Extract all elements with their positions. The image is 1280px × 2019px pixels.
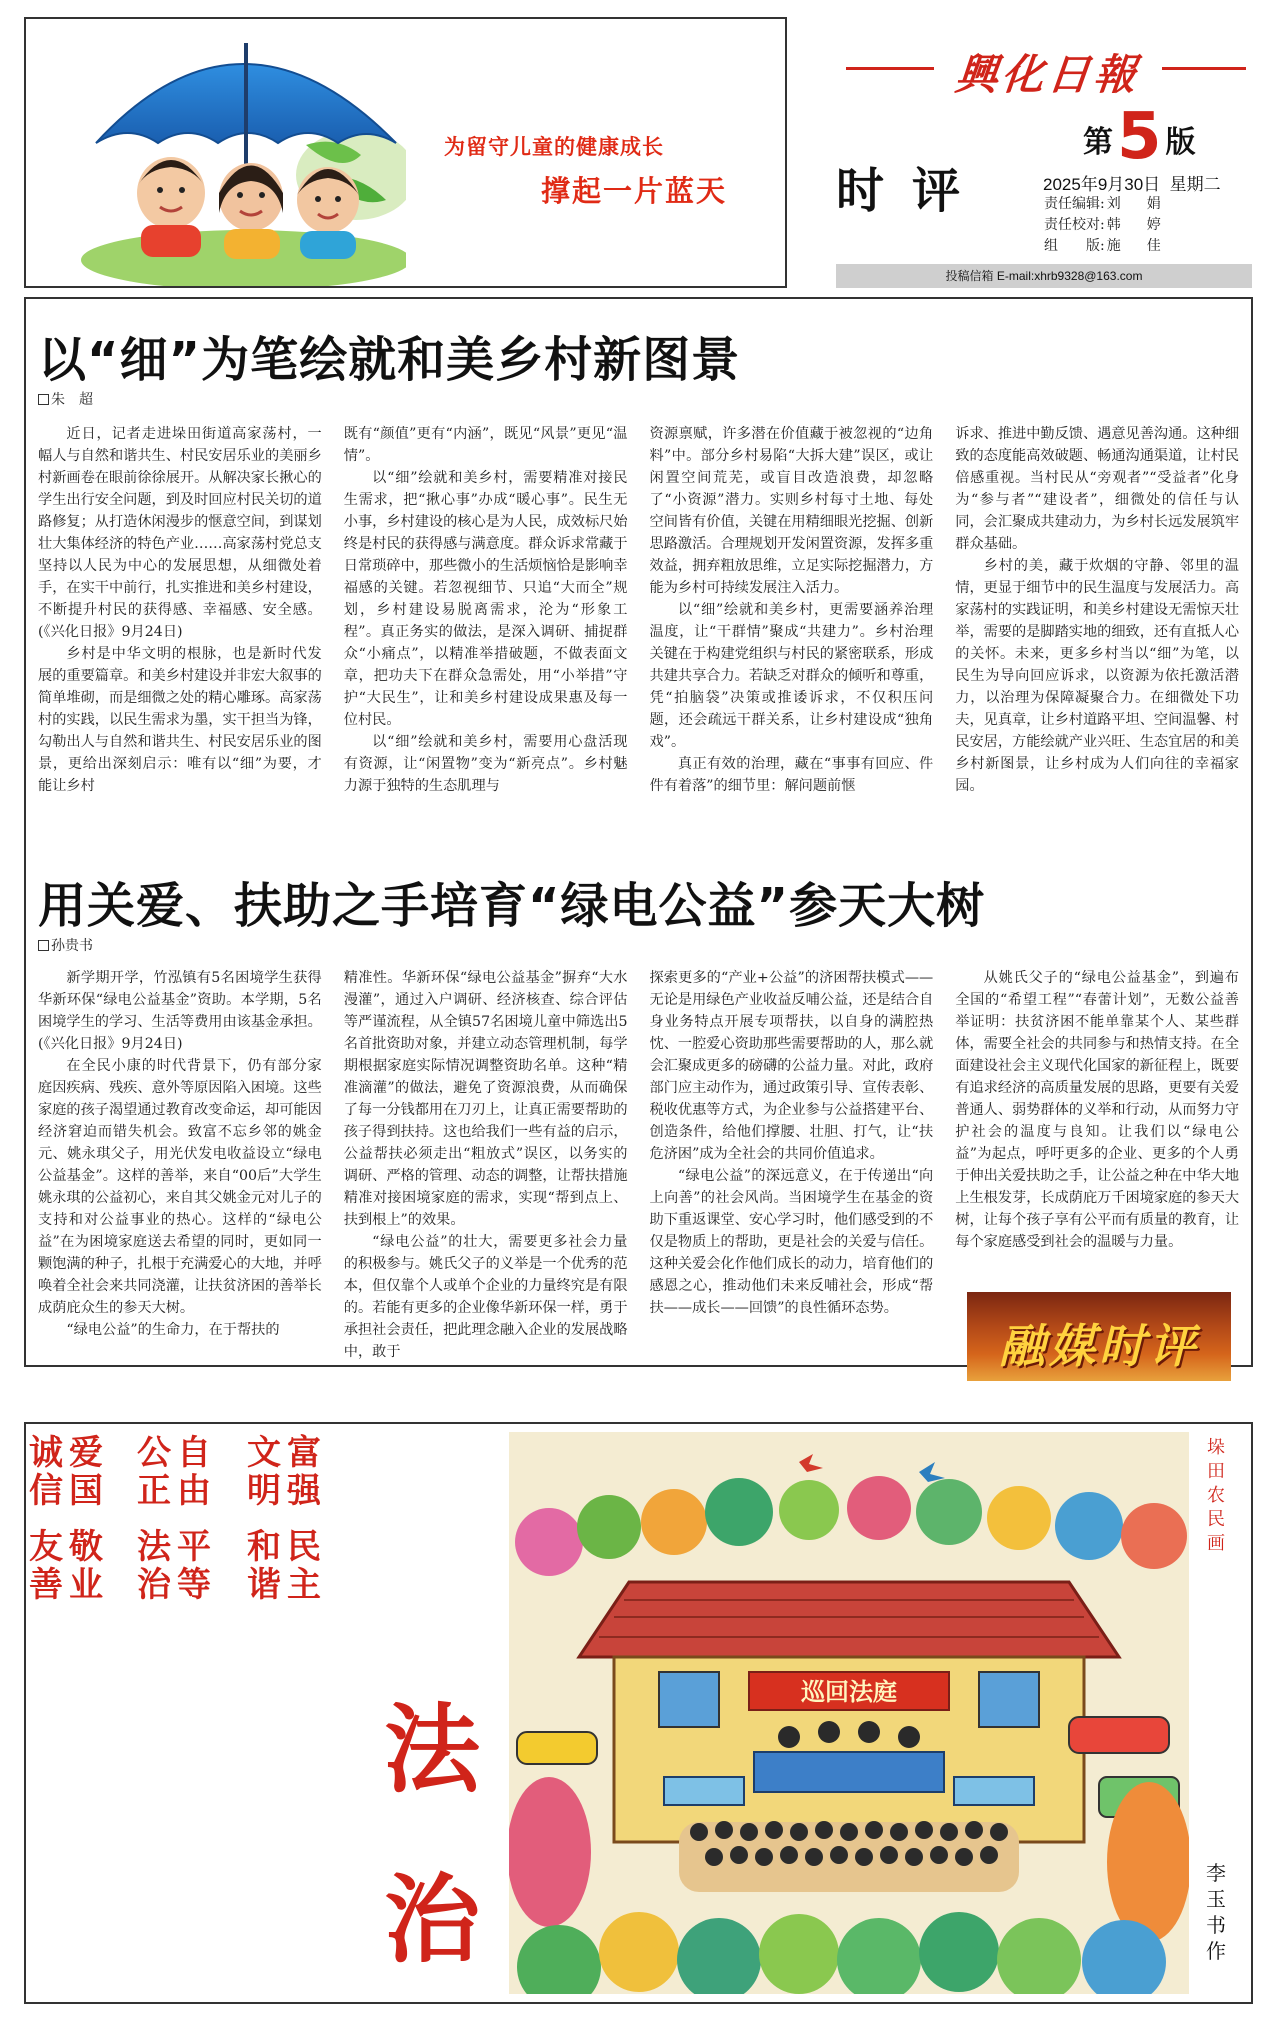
article1-headline: 以“细”为笔绘就和美乡村新图景 bbox=[38, 332, 741, 388]
paragraph: 乡村的美，藏于炊烟的守静、邻里的温情，更显于细节中的民生温度与发展活力。高家荡村的实践证明，和美乡村建设无需惊天壮举，需要的是脚踏实地的细致，还有直抵人心的关怀。未来，更多乡村当以“细”为笔，以民生为导向回应诉求，以资源为依托激活潜力，以治理为保障凝聚合力。在细微处下功夫，见真章，让乡村道路平坦、空间温馨、村民安居，方能绘就产业兴旺、生态宜居的和美乡村新图景，让乡村成为人们向往的幸福家园。 bbox=[955, 558, 1239, 794]
article2-column-4 bbox=[955, 967, 1239, 1275]
media-commentary-logo bbox=[967, 1292, 1231, 1381]
issue-date bbox=[1043, 170, 1221, 195]
painting-banner-text: 巡回法庭 bbox=[801, 1678, 897, 1706]
article1-column-4 bbox=[955, 423, 1239, 811]
paragraph: “绿电公益”的深远意义，在于传递出“向上向善”的社会风尚。当困境学生在基金的资助下重返课堂、安心学习时，他们感受到的不仅是物质上的帮助，更是社会的关爱与信任。这种关爱会化作他们成长的动力，培育他们的感恩之心，推动他们未来反哺社会，形成“帮扶——成长——回馈”的良性循环态势。 bbox=[649, 1168, 934, 1316]
editor-name: 刘 娟 bbox=[1106, 196, 1167, 212]
paragraph: 诉求、推进中勤反馈、遇意见善沟通。这种细致的态度能高效破题、畅通沟通渠道，让村民倍感重视。当村民从“旁观者”“受益者”化身为“参与者”“建设者”，细微处的信任与认同，会汇聚成共建动力，为乡村长远发展筑牢群众基础。 bbox=[955, 426, 1239, 552]
rule-of-law-title-char: 法 bbox=[384, 1693, 480, 1806]
article1-author: 朱 超 bbox=[51, 392, 93, 408]
article2-column-3 bbox=[650, 967, 934, 1361]
core-value: 民主 bbox=[287, 1527, 321, 1605]
byline-box-icon bbox=[38, 940, 49, 951]
masthead-rule-left bbox=[846, 67, 934, 70]
paragraph: 在全民小康的时代背景下，仍有部分家庭因疾病、残疾、意外等原因陷入困境。这些家庭的孩子渴望通过教育改变命运，却可能因经济窘迫而错失机会。致富不忘乡邻的姚金元、姚永琪父子，用光伏发电收益设立“绿电公益基金”。这样的善举，来自“00后”大学生姚永琪的公益初心，来自其父姚金元对儿子的支持和对公益事业的热心。这样的“绿电公益”在为困境家庭送去希望的同时，更如同一颗饱满的种子，扎根于充满爱心的大地，并呼唤着全社会来共同浇灌，让扶贫济困的善举长成荫庇众生的参天大树。 bbox=[38, 1058, 322, 1316]
article1-byline bbox=[38, 389, 93, 409]
editor-name: 施 佳 bbox=[1106, 238, 1167, 254]
article2-byline bbox=[38, 935, 93, 955]
core-value: 平等 bbox=[177, 1527, 211, 1605]
paragraph: “绿电公益”的生命力，在于帮扶的 bbox=[66, 1322, 280, 1338]
article2-column-1 bbox=[38, 967, 322, 1361]
editor-name: 韩 婷 bbox=[1106, 217, 1167, 233]
newspaper-name: 興化日報 bbox=[953, 50, 1143, 99]
paragraph: 以“细”绘就和美乡村，需要用心盘活现有资源，让“闲置物”变为“新亮点”。乡村魅力源于独特的生态肌理与 bbox=[343, 734, 628, 794]
core-value: 敬业 bbox=[69, 1527, 103, 1605]
paragraph: 精准性。华新环保“绿电公益基金”摒弃“大水漫灌”，通过入户调研、经济核查、综合评估等严谨流程，从全镇57名困境儿童中筛选出5名首批资助对象，并建立动态管理机制，每学期根据家庭实际情况调整资助名单。这种“精准滴灌”的做法，避免了资源浪费，从而确保了每一分钱都用在刀刃上，让真正需要帮助的孩子得到扶持。这也给我们一些有益的启示，公益帮扶必须走出“粗放式”误区，以务实的调研、严格的管理、动态的调整，让帮扶措施精准对接困境家庭的需求，实现“帮到点上、扶到根上”的效果。 bbox=[343, 970, 628, 1228]
paragraph: 探索更多的“产业+公益”的济困帮扶模式——无论是用绿色产业收益反哺公益，还是结合自身业务特点开展专项帮扶，以自身的满腔热忱、一腔爱心资助那些需要帮助的人，那么就会汇聚成更多的磅礴的公益力量。对此，政府部门应主动作为，通过政策引导、宣传表彰、税收优惠等方式，为企业参与公益搭建平台、创造条件，给他们撑腰、壮胆、打气，让“扶危济困”成为全社会的共同价值追求。 bbox=[649, 970, 934, 1162]
date-text: 2025年9月30日 bbox=[1043, 175, 1161, 194]
farmer-painting-circuit-court bbox=[509, 1432, 1189, 1994]
submission-email: 投稿信箱 E-mail:xhrb9328@163.com bbox=[836, 264, 1252, 288]
page-suffix: 版 bbox=[1165, 125, 1196, 160]
umbrella-children-illustration bbox=[76, 25, 406, 287]
editor-row bbox=[1044, 236, 1167, 257]
ad-slogan-line1: 为留守儿童的健康成长 bbox=[444, 136, 664, 159]
paragraph: 近日，记者走进垛田街道高家荡村，一幅人与自然和谐共生、村民安居乐业的美丽乡村新画卷在眼前徐徐展开。从解决家长揪心的学生出行安全问题，到及时回应村民关切的道路修复；从打造休闲漫步的惬意空间，到谋划壮大集体经济的特色产业……高家荡村党总支坚持以人民为中心的发展思想，从细微处着手，在实干中前行，扎实推进和美乡村建设，不断提升村民的获得感、幸福感、安全感。(《兴化日报》9月24日) bbox=[38, 426, 322, 640]
weekday-text: 星期二 bbox=[1169, 175, 1221, 194]
core-value: 文明 bbox=[247, 1433, 281, 1511]
masthead-rule-right bbox=[1162, 67, 1246, 70]
paragraph: 既有“颜值”更有“内涵”，既见“风景”更见“温情”。 bbox=[343, 426, 628, 464]
article2-author: 孙贵书 bbox=[51, 938, 93, 954]
core-value: 爱国 bbox=[69, 1433, 103, 1511]
article2-headline: 用关爱、扶助之手培育“绿电公益”参天大树 bbox=[38, 878, 986, 934]
core-value: 富强 bbox=[287, 1433, 321, 1511]
page-number bbox=[1083, 100, 1196, 174]
paragraph: 以“细”绘就和美乡村，需要精准对接民生需求，把“揪心事”办成“暖心事”。民生无小事，乡村建设的核心是为人民，成效标尺始终是村民的获得感与满意度。群众诉求常藏于日常琐碎中，那些微小的生活烦恼恰是影响幸福感的关键。若忽视细节、只追“大而全”规划，乡村建设易脱离需求，沦为“形象工程”。真正务实的做法，是深入调研、捕捉群众“小痛点”，以精准举措破题，不做表面文章，把功夫下在群众急需处，用“小举措”守护“大民生”，让和美乡村建设成果惠及每一位村民。 bbox=[343, 470, 628, 728]
byline-box-icon bbox=[38, 394, 49, 405]
paragraph: 资源禀赋，许多潜在价值藏于被忽视的“边角料”中。部分乡村易陷“大拆大建”误区，或让闲置空间荒芜，或盲目改造浪费，却忽略了“小资源”潜力。实则乡村每寸土地、每处空间皆有价值，关键在用精细眼光挖掘、创新思路激活。合理规划开发闲置资源，发挥多重效益，拥弃粗放思维，立足实际挖掘潜力，方能为乡村可持续发展注入活力。 bbox=[649, 426, 934, 596]
article1-column-2 bbox=[344, 423, 628, 811]
media-logo-text: 融媒时评 bbox=[999, 1319, 1199, 1373]
paragraph: 以“细”绘就和美乡村，更需要涵养治理温度，让“干群情”聚成“共建力”。乡村治理关键在于构建党组织与村民的紧密联系，形成共建共享合力。若缺乏对群众的倾听和尊重，凭“拍脑袋”决策或推诿诉求，不仅积压问题，还会疏远干群关系，让乡村建设成“独角戏”。 bbox=[649, 602, 934, 750]
paragraph: 真正有效的治理，藏在“事事有回应、件件有着落”的细节里：解问题前惬 bbox=[649, 756, 934, 794]
article2-column-2 bbox=[344, 967, 628, 1361]
core-value: 公正 bbox=[137, 1433, 171, 1511]
paragraph: 乡村是中华文明的根脉，也是新时代发展的重要篇章。和美乡村建设并非宏大叙事的简单堆砌，而是细微之处的精心雕琢。高家荡村的实践，以民生需求为墨，实干担当为锋，勾勒出人与自然和谐共生、村民安居乐业的图景，更给出深刻启示：唯有以“细”为要，才能让乡村 bbox=[38, 646, 322, 794]
paragraph: “绿电公益”的壮大，需要更多社会力量的积极参与。姚氏父子的义举是一个优秀的范本，但仅靠个人或单个企业的力量终究是有限的。若能有更多的企业像华新环保一样，勇于承担社会责任，把此理念融入企业的发展战略中，敢于 bbox=[343, 1234, 628, 1360]
paragraph: 从姚氏父子的“绿电公益基金”，到遍布全国的“希望工程”“春蕾计划”，无数公益善举证明：扶贫济困不能单靠某个人、某些群体，需要全社会的共同参与和热情支持。在全面建设社会主义现代化国家的新征程上，既要有追求经济的高质量发展的思路，更要有关爱普通人、弱势群体的义举和行动，从而努力守护社会的温度与良知。让我们以“绿电公益”为起点，呼吁更多的企业、更多的个人勇于伸出关爱扶助之手，让公益之种在中华大地上生根发芽，长成荫庇万千困境家庭的参天大树，让每个孩子享有公平而有质量的教育，让每个家庭感受到社会的温暖与力量。 bbox=[955, 970, 1239, 1250]
editor-row bbox=[1044, 194, 1167, 215]
page-prefix: 第 bbox=[1083, 125, 1113, 160]
articles-frame bbox=[24, 297, 1253, 1373]
painting-author: 李玉书作 bbox=[1206, 1861, 1226, 1963]
ad-slogan-line2: 撑起一片蓝天 bbox=[541, 176, 728, 208]
editor-role: 责任编辑: bbox=[1044, 196, 1105, 212]
editor-credits bbox=[1044, 194, 1167, 257]
core-value: 法治 bbox=[137, 1527, 171, 1605]
editor-row bbox=[1044, 215, 1167, 236]
section-title: 时评 bbox=[836, 163, 989, 219]
rule-of-law-title-char: 治 bbox=[384, 1863, 480, 1976]
rule-of-law-panel bbox=[24, 1422, 1253, 2004]
article1-column-3 bbox=[650, 423, 934, 811]
painting-credit: 垛田农民画 bbox=[1207, 1437, 1225, 1554]
editor-role: 组 版: bbox=[1044, 238, 1105, 254]
page-number-value: 5 bbox=[1117, 100, 1162, 174]
header-advertisement bbox=[24, 17, 787, 288]
editor-role: 责任校对: bbox=[1044, 217, 1105, 233]
core-value: 诚信 bbox=[29, 1433, 63, 1511]
article1-body bbox=[38, 423, 1239, 811]
core-value: 友善 bbox=[29, 1527, 63, 1605]
paragraph: 新学期开学，竹泓镇有5名困境学生获得华新环保“绿电公益基金”资助。本学期，5名困境学生的学习、生活等费用由该基金承担。(《兴化日报》9月24日) bbox=[38, 970, 322, 1052]
newspaper-masthead bbox=[846, 42, 1246, 98]
article1-column-1 bbox=[38, 423, 322, 811]
core-value: 自由 bbox=[177, 1433, 211, 1511]
core-value: 和谐 bbox=[247, 1527, 281, 1605]
